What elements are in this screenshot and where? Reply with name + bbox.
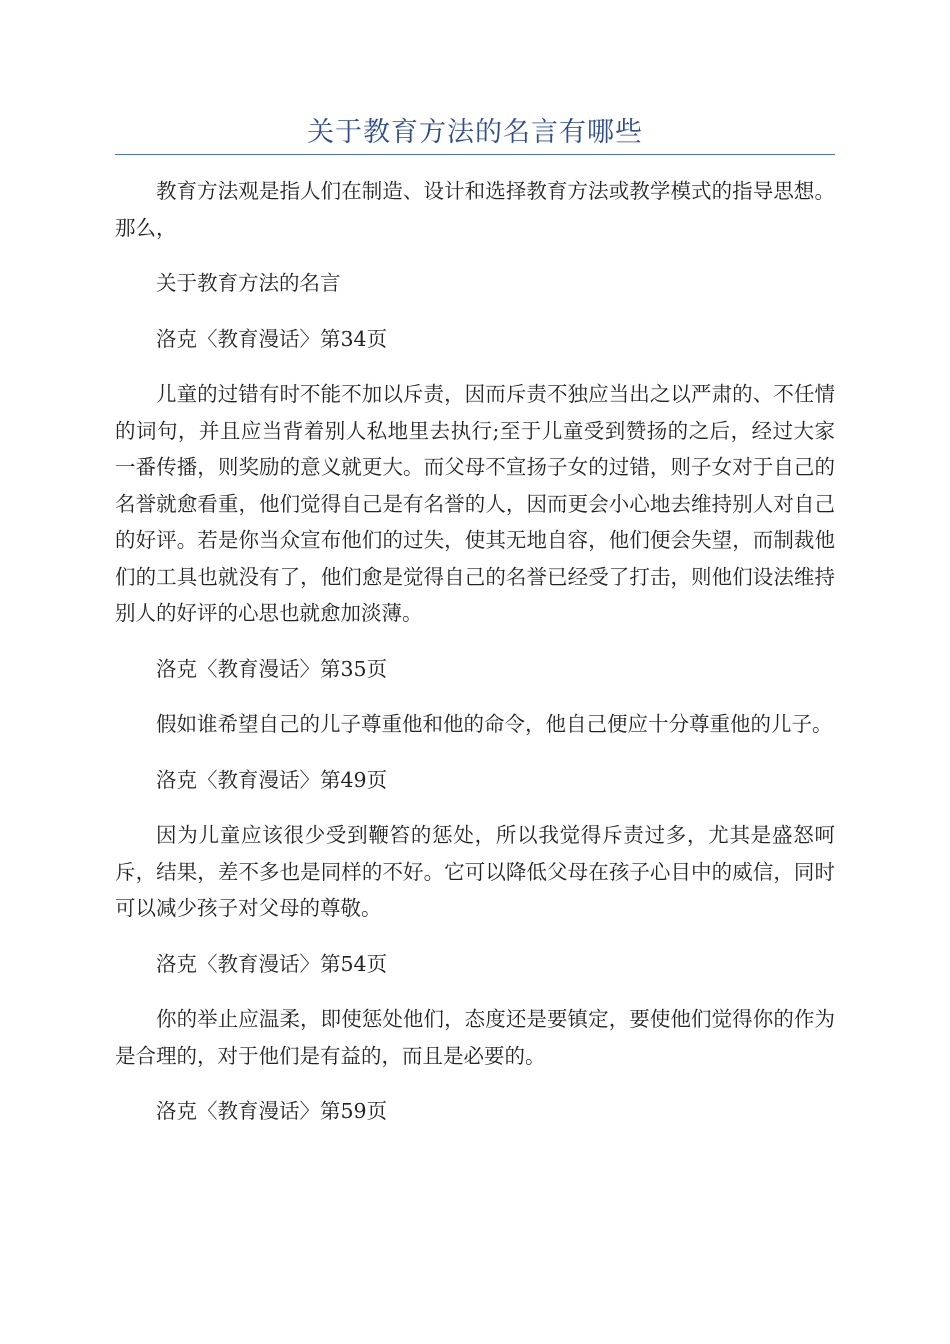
quote-paragraph: 儿童的过错有时不能不加以斥责，因而斥责不独应当出之以严肃的、不任情的词句，并且应当背着别人私地里去执行;至于儿童受到赞扬的之后，经过大家一番传播，则奖励的意义就更大。而父母不宣扬子女的过错，则子女对于自己的名誉就愈看重，他们觉得自己是有名誉的人，因而更会小心地去维持别人对自己的好评。若是你当众宣布他们的过失，使其无地自容，他们便会失望，而制裁他们的工具也就没有了，他们愈是觉得自己的名誉已经受了打击，则他们设法维持别人的好评的心思也就愈加淡薄。 [115, 382, 835, 625]
quote-paragraph: 因为儿童应该很少受到鞭笞的惩处，所以我觉得斥责过多，尤其是盛怒呵斥，结果，差不多也是同样的不好。它可以降低父母在孩子心目中的威信，同时可以减少孩子对父母的尊敬。 [115, 823, 835, 920]
title-underline [115, 154, 835, 155]
citation: 洛克〈教育漫话〉第34页 [156, 326, 388, 351]
section-heading: 关于教育方法的名言 [156, 271, 341, 295]
quote-paragraph: 假如谁希望自己的儿子尊重他和他的命令，他自己便应十分尊重他的儿子。 [156, 712, 833, 736]
document-body [115, 173, 835, 1149]
intro-paragraph: 教育方法观是指人们在制造、设计和选择教育方法或教学模式的指导思想。那么， [115, 179, 835, 240]
quote-paragraph: 你的举止应温柔，即使惩处他们，态度还是要镇定，要使他们觉得你的作为是合理的，对于他们是有益的，而且是必要的。 [115, 1007, 835, 1068]
citation: 洛克〈教育漫话〉第54页 [156, 951, 388, 976]
citation: 洛克〈教育漫话〉第49页 [156, 767, 388, 792]
citation: 洛克〈教育漫话〉第35页 [156, 656, 388, 681]
document-title: 关于教育方法的名言有哪些 [307, 117, 643, 148]
citation: 洛克〈教育漫话〉第59页 [156, 1099, 388, 1123]
